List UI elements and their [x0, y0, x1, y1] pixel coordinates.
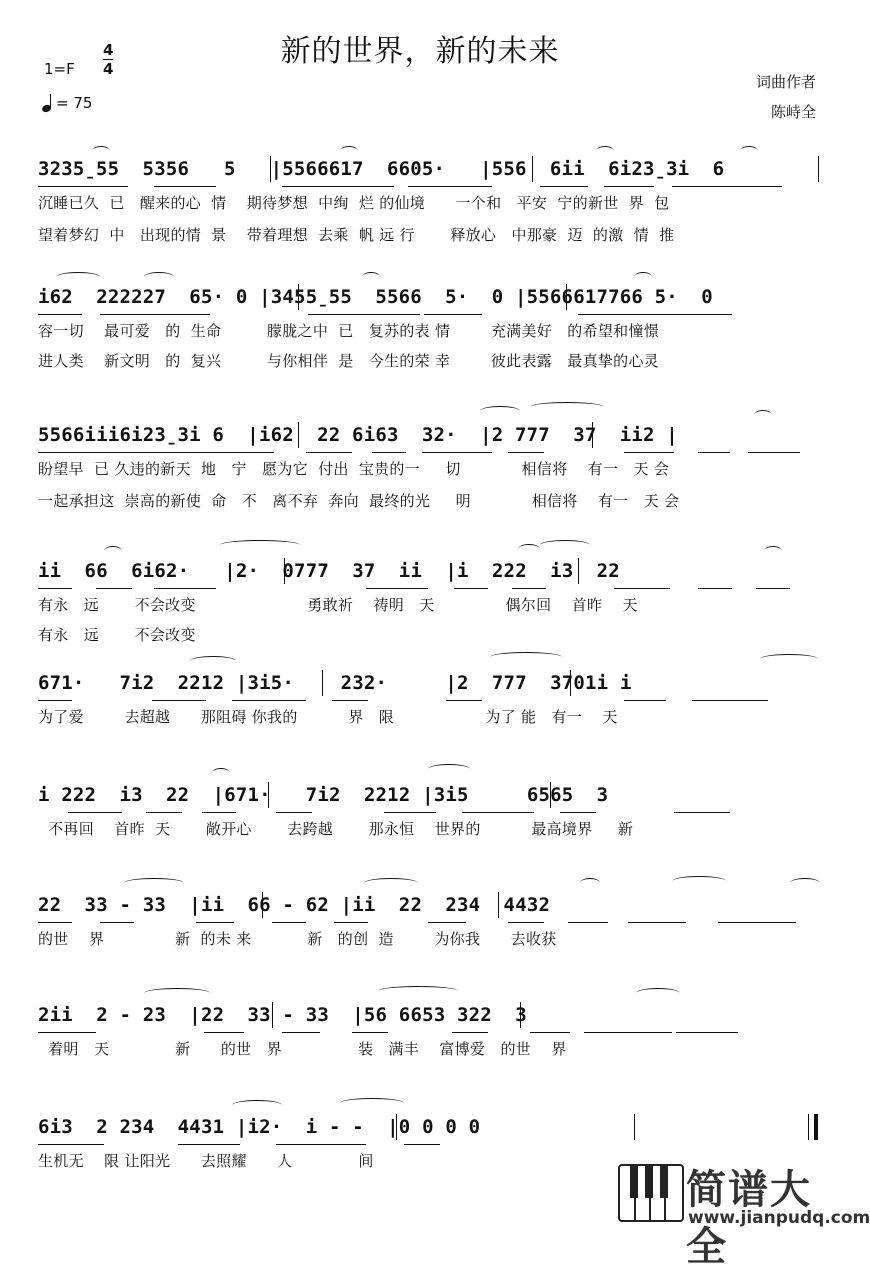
- underline: [624, 700, 666, 701]
- underline: [568, 922, 608, 923]
- underline: [718, 922, 796, 923]
- lyric-verse-1: 为了爱 去超越 那阻碍 你我的 界 限 为了 能 有一 天: [38, 708, 618, 726]
- underline: [508, 922, 544, 923]
- slur: [428, 764, 470, 774]
- underline: [152, 700, 206, 701]
- underline: [38, 186, 128, 187]
- underline: [306, 452, 352, 453]
- slur: [340, 1098, 404, 1108]
- underline: [446, 700, 482, 701]
- slur: [634, 272, 652, 282]
- underline: [196, 922, 234, 923]
- lyric-verse-1: 容一切 最可爱 的 生命 朦胧之中 已 复苏的表 情 充满美好 的希望和憧憬: [38, 322, 660, 340]
- slur: [362, 272, 380, 282]
- lyric-verse-1: 着明 天 新 的世 界 装 满丰 富博爱 的世 界: [38, 1040, 567, 1058]
- slur: [790, 878, 820, 888]
- barline: [298, 284, 299, 310]
- barline: [284, 558, 285, 584]
- lyric-verse-2: 有永 远 不会改变: [38, 626, 196, 644]
- song-title: 新的世界，新的未来: [280, 34, 560, 69]
- underline: [232, 700, 306, 701]
- barline: [272, 1002, 273, 1028]
- quarter-note-icon: [42, 94, 52, 112]
- meter-bottom: 4: [103, 60, 114, 78]
- underline: [352, 1032, 388, 1033]
- underline: [422, 452, 492, 453]
- barline: [570, 670, 571, 696]
- underline: [672, 186, 782, 187]
- slur: [144, 272, 174, 282]
- underline: [38, 700, 72, 701]
- underline: [540, 186, 588, 187]
- slur: [56, 272, 100, 282]
- piano-icon: [618, 1164, 684, 1222]
- underline: [96, 588, 132, 589]
- underline: [372, 452, 406, 453]
- underline: [584, 1032, 672, 1033]
- underline: [100, 922, 134, 923]
- slur: [754, 410, 772, 420]
- barline: [268, 782, 269, 808]
- underline: [308, 314, 420, 315]
- underline: [38, 314, 82, 315]
- slur: [740, 146, 758, 156]
- watermark-brand: 简谱大全: [686, 1167, 812, 1270]
- underline: [38, 452, 274, 453]
- barline: [592, 422, 593, 448]
- barline: [550, 782, 551, 808]
- notation-line: i 222 i3 22 |671· 7i2 2212 |3i5 6565 3: [38, 784, 609, 806]
- slur: [490, 652, 562, 662]
- barline: [270, 156, 271, 182]
- slur: [580, 878, 600, 888]
- underline: [428, 922, 466, 923]
- underline: [408, 186, 492, 187]
- underline: [698, 452, 730, 453]
- notation-line: i62 222227 65· 0 |3455̱55 5566 5· 0 |5566617766 5· 0: [38, 286, 713, 308]
- underline: [614, 588, 670, 589]
- barline: [578, 558, 579, 584]
- slur: [190, 656, 236, 666]
- underline: [508, 452, 544, 453]
- underline: [38, 922, 72, 923]
- underline: [560, 812, 596, 813]
- underline: [282, 1032, 320, 1033]
- time-signature: [103, 42, 113, 77]
- underline: [452, 1032, 488, 1033]
- meter-top: 4: [103, 41, 114, 59]
- barline: [298, 422, 299, 448]
- slur: [220, 540, 300, 550]
- underline: [178, 1144, 240, 1145]
- tempo-marking: [42, 94, 92, 112]
- underline: [154, 186, 216, 187]
- credit-label: 词曲作者: [755, 73, 816, 91]
- slur: [636, 988, 680, 998]
- underline: [38, 1032, 96, 1033]
- underline: [202, 812, 236, 813]
- lyric-verse-2: 一起承担这 崇高的新使 命 不 离不弃 奔向 最终的光 明 相信将 有一 天 会: [38, 492, 680, 510]
- barline: [498, 892, 499, 918]
- barline: [520, 1002, 521, 1028]
- underline: [756, 588, 790, 589]
- notation-line: 671· 7i2 2212 |3i5· 232· |2 777 3701i i: [38, 672, 632, 694]
- lyric-verse-1: 沉睡已久 已 醒来的心 情 期待梦想 中绚 烂 的仙境 一个和 平安 宁的新世 界 包: [38, 194, 670, 212]
- underline: [404, 1144, 440, 1145]
- underline: [204, 1032, 244, 1033]
- watermark-site: www.jianpudq.com: [688, 1208, 870, 1228]
- underline: [272, 922, 306, 923]
- underline: [462, 812, 534, 813]
- slur: [480, 406, 520, 416]
- underline: [454, 588, 488, 589]
- notation-line: 6i3 2 234 4431 |i2· i - - |0 0 0 0: [38, 1116, 481, 1138]
- final-barline-thick: [814, 1114, 818, 1140]
- underline: [276, 812, 312, 813]
- underline: [68, 812, 122, 813]
- lyric-verse-1: 的世 界 新 的未 来 新 的创 造 为你我 去收获: [38, 930, 557, 948]
- underline: [604, 186, 654, 187]
- slur: [212, 768, 230, 778]
- underline: [624, 452, 674, 453]
- slur: [596, 146, 614, 156]
- underline: [38, 1144, 104, 1145]
- lyric-verse-2: 进人类 新文明 的 复兴 与你相伴 是 今生的荣 幸 彼此表露 最真挚的心灵: [38, 352, 660, 370]
- tempo-value: = 75: [56, 94, 93, 112]
- underline: [100, 314, 210, 315]
- slur: [672, 876, 726, 886]
- notation-line: 22 33 - 33 |ii 66 - 62 |ii 22 234 4432: [38, 894, 551, 916]
- notation-line: ii 66 6i62· |2· 0777 37 ii |i 222 i3 22: [38, 560, 620, 582]
- slur: [144, 988, 210, 998]
- barline: [532, 156, 533, 182]
- key-signature: 1=F: [44, 60, 75, 78]
- underline: [628, 922, 686, 923]
- underline: [332, 700, 368, 701]
- underline: [282, 186, 394, 187]
- barline: [566, 284, 567, 310]
- underline: [146, 812, 182, 813]
- underline: [676, 1032, 738, 1033]
- underline: [698, 588, 732, 589]
- slur: [764, 546, 782, 556]
- underline: [692, 700, 768, 701]
- slur: [760, 654, 818, 664]
- credit-name: 陈峙全: [770, 103, 816, 121]
- barline: [262, 892, 263, 918]
- slur: [92, 146, 110, 156]
- underline: [578, 314, 732, 315]
- underline: [512, 588, 546, 589]
- lyric-verse-1: 盼望早 已 久违的新天 地 宁 愿为它 付出 宝贵的一 切 相信将 有一 天 会: [38, 460, 670, 478]
- lyric-verse-1: 不再回 首昨 天 敞开心 去跨越 那永恒 世界的 最高境界 新: [38, 820, 634, 838]
- slur: [124, 878, 184, 888]
- underline: [424, 314, 482, 315]
- underline: [674, 812, 730, 813]
- underline: [384, 812, 436, 813]
- slur: [340, 146, 358, 156]
- barline: [396, 1114, 397, 1140]
- notation-line: 3235̱55 5356 5 |5566617 6605· |556 6ii 6i23̱3i 6: [38, 158, 725, 180]
- slur: [530, 402, 604, 412]
- underline: [276, 1144, 366, 1145]
- slur: [378, 986, 458, 996]
- underline: [366, 588, 428, 589]
- slur: [540, 540, 590, 550]
- barline: [634, 1114, 635, 1140]
- site-watermark: [618, 1158, 870, 1270]
- underline: [748, 452, 800, 453]
- slur: [232, 1100, 282, 1110]
- lyric-verse-1: 生机无 限 让阳光 去照耀 人 间: [38, 1152, 374, 1170]
- barline: [322, 670, 323, 696]
- underline: [334, 922, 368, 923]
- notation-line: 2ii 2 - 23 |22 33 - 33 |56 6653 322 3: [38, 1004, 527, 1026]
- slur: [104, 546, 122, 556]
- slur: [364, 878, 418, 888]
- final-barline-thin: [808, 1114, 809, 1140]
- notation-line: 5566iii6i23̱3i 6 |i62 22 6i63 32· |2 777 37 ii2 |: [38, 424, 678, 446]
- lyric-verse-2: 望着梦幻 中 出现的情 景 带着理想 去乘 帆 远 行 释放心 中那豪 迈 的激 情 推: [38, 226, 675, 244]
- barline: [818, 156, 819, 182]
- lyric-verse-1: 有永 远 不会改变 勇敢祈 祷明 天 偶尔回 首昨 天: [38, 596, 638, 614]
- slur: [518, 544, 540, 554]
- underline: [154, 588, 216, 589]
- underline: [530, 1032, 570, 1033]
- underline: [38, 588, 72, 589]
